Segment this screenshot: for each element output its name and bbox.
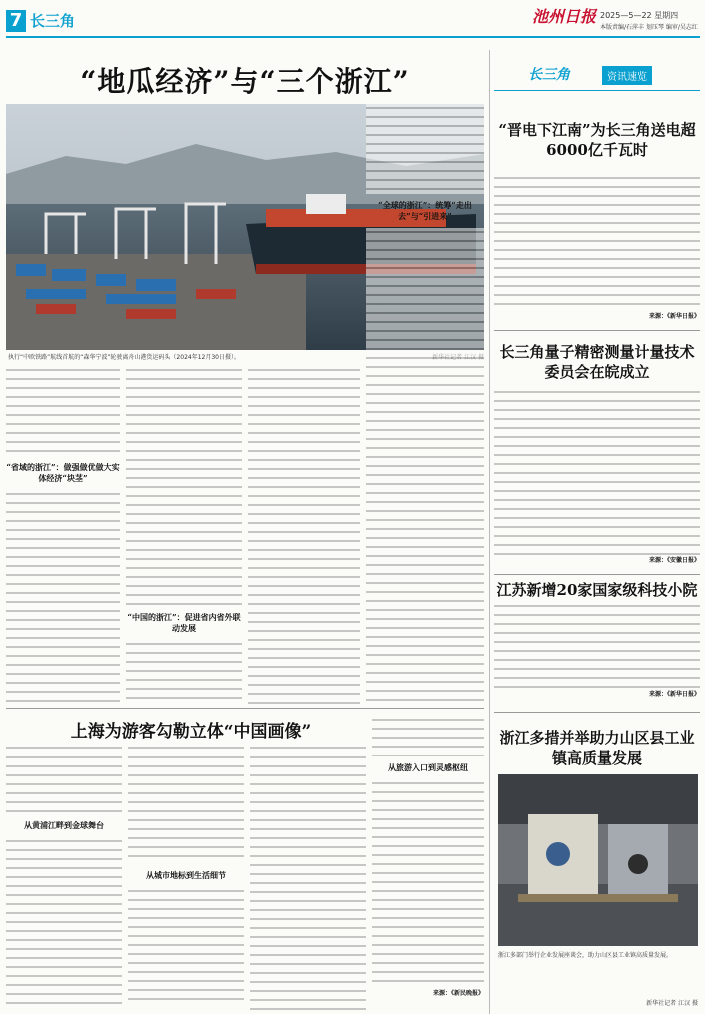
- brief-separator: [494, 574, 700, 575]
- factory-photo: [498, 774, 698, 946]
- brief-headline-2: 长三角量子精密测量计量技术委员会在皖成立: [499, 343, 695, 381]
- article2-subhead-1: 从黄浦江畔到金球舞台: [24, 820, 104, 830]
- sidebar-header-line: [494, 90, 700, 91]
- brief-credit-1: 来源：《新华日报》: [648, 313, 700, 320]
- brief-headline-1: “晋电下江南”为长三角送电超6000亿千瓦时: [498, 121, 696, 159]
- article-column-2: [126, 366, 242, 706]
- body-text: [6, 837, 122, 1007]
- body-text: [250, 744, 366, 1010]
- article-divider: [6, 708, 484, 709]
- body-text: [494, 388, 700, 556]
- sidebar-title: 长三角: [528, 67, 570, 83]
- issue-date: 2025—5—22 星期四: [600, 11, 679, 20]
- article2-column-3: [250, 744, 366, 1010]
- brief-body-2: [494, 388, 700, 568]
- brief-body-1: [494, 174, 700, 324]
- brief-credit-2: 来源：《安徽日报》: [648, 557, 700, 564]
- sidebar-header: [494, 64, 700, 86]
- editor-line: 本版责编/石萍丰 划压琴 编审/吴志红: [600, 24, 698, 31]
- article2-column-2: [128, 744, 244, 1010]
- brief-credit-3: 来源：《新华日报》: [648, 691, 700, 698]
- sidebar-tag: 资讯速览: [602, 66, 652, 85]
- body-text: [6, 366, 120, 456]
- brief-headline-3: 江苏新增20家国家级科技小院: [496, 581, 698, 599]
- body-text: [372, 779, 484, 989]
- brief-separator: [494, 330, 700, 331]
- subhead-1: “省域的浙江”：做强做优做大实体经济“块茎”: [6, 462, 120, 483]
- body-text: [128, 744, 244, 864]
- body-text: [372, 716, 484, 756]
- sidebar-photo-credit: 新华社记者 江汉 摄: [646, 1000, 698, 1007]
- page-number: 7: [6, 10, 26, 32]
- article-column-3: [248, 366, 360, 706]
- sidebar-photo-caption: 浙江多部门举行企业发展座谈会，助力山区县工业镇高质量发展。: [498, 952, 673, 959]
- body-text: [494, 602, 700, 690]
- body-text: [366, 104, 484, 194]
- article2-subhead-2: 从城市地标到生活细节: [146, 870, 226, 880]
- article2-headline: 上海为游客勾勒立体“中国画像”: [70, 722, 312, 742]
- main-headline: “地瓜经济”与“三个浙江”: [80, 65, 410, 98]
- body-text: [6, 490, 120, 706]
- article-column-1: [6, 366, 120, 706]
- article2-subhead-3: 从旅游入口到灵感枢纽: [388, 762, 468, 772]
- brief-body-3: [494, 602, 700, 702]
- header-divider: [6, 36, 700, 38]
- body-text: [126, 366, 242, 606]
- news-brief-sidebar: [494, 50, 700, 1014]
- page-header: [0, 0, 705, 40]
- body-text: [366, 228, 484, 706]
- photo-caption-text: 执行“中欧铁路”航线首航的“森华宁波”轮驶离舟山港货运码头（2024年12月30日摄）。: [8, 354, 240, 361]
- section-name: 长三角: [30, 12, 76, 30]
- brief-separator: [494, 712, 700, 713]
- sidebar-divider: [489, 50, 490, 1014]
- subhead-2: “中国的浙江”：促进省内省外联动发展: [127, 612, 241, 633]
- brief-headline-4: 浙江多措并举助力山区县工业镇高质量发展: [499, 729, 695, 767]
- body-text: [494, 174, 700, 312]
- newspaper-logo: 池州日报: [532, 7, 597, 26]
- body-text: [248, 366, 360, 706]
- article2-credit: 来源：《新民晚报》: [432, 990, 484, 997]
- body-text: [128, 887, 244, 1007]
- subhead-3: “全球的浙江”：统筹“走出去”与“引进来”: [378, 200, 472, 221]
- body-text: [6, 744, 122, 814]
- article2-column-1: [6, 744, 122, 1010]
- body-text: [126, 640, 242, 706]
- article2-column-4: [372, 716, 484, 1010]
- article-column-4: [366, 104, 484, 706]
